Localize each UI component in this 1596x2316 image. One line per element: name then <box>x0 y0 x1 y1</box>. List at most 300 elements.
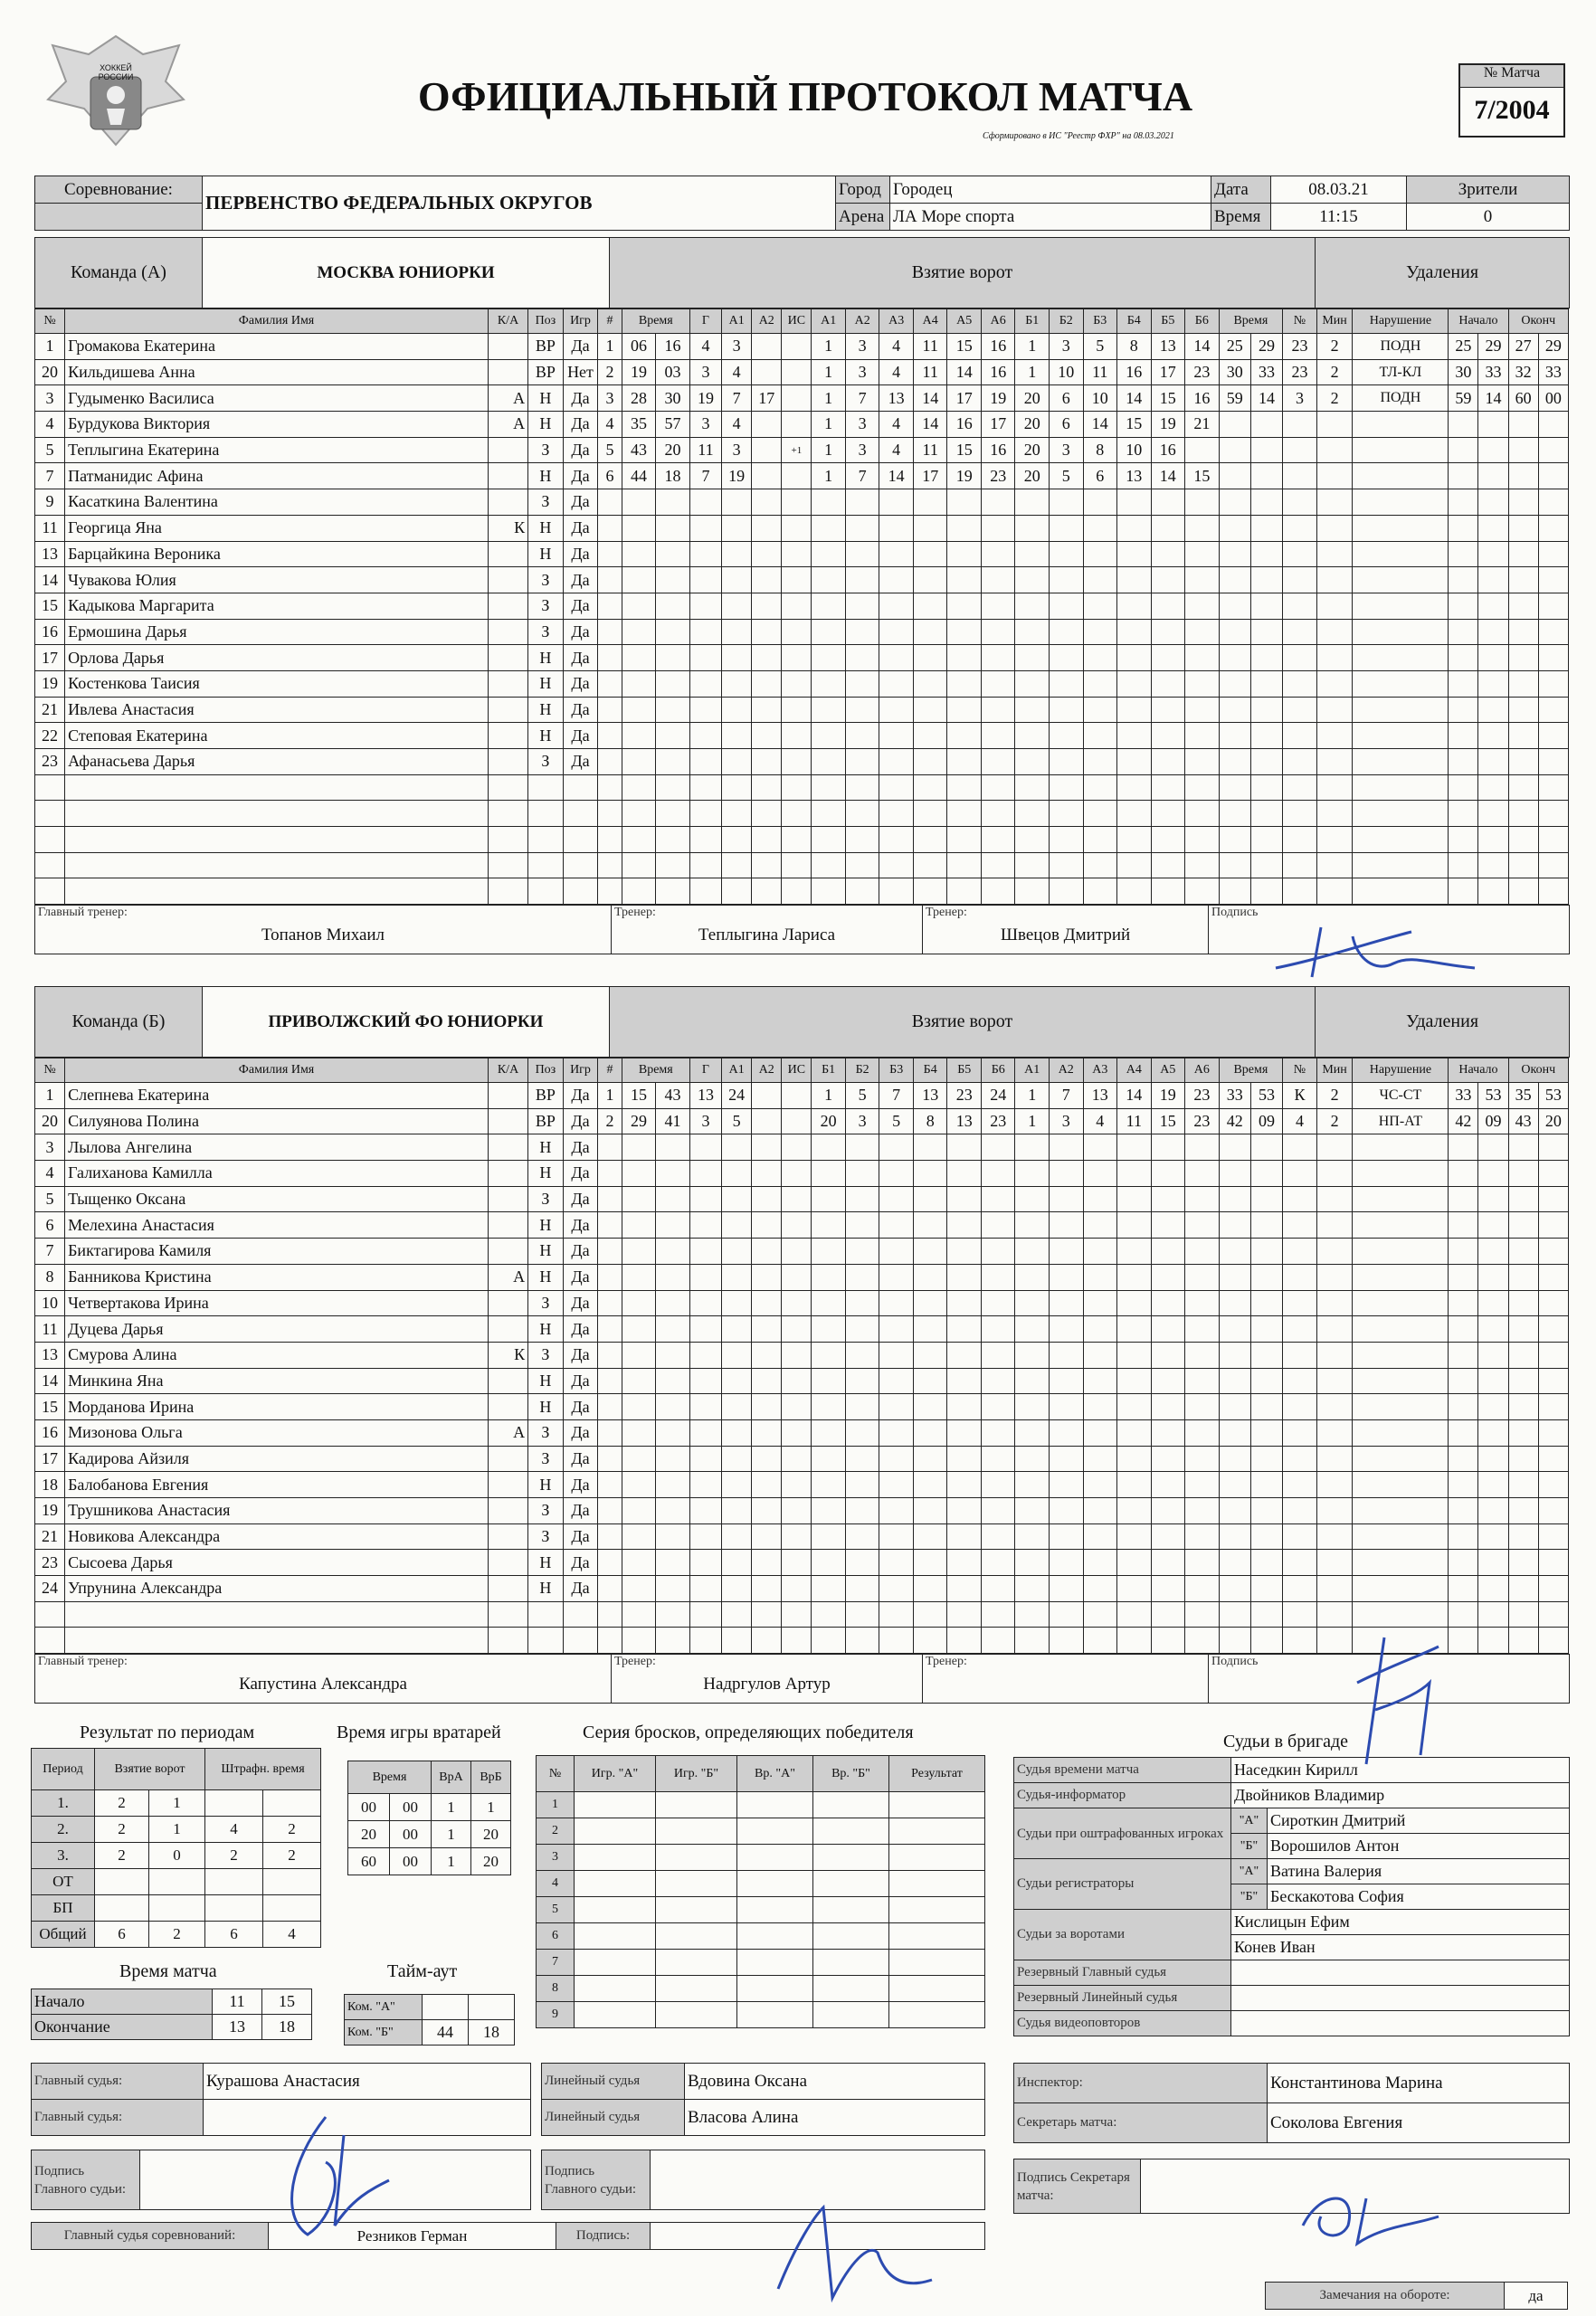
team-a-penalties-title: Удаления <box>1316 238 1570 308</box>
player-position: Н <box>528 1134 564 1161</box>
team-b-player-row <box>35 1108 1569 1134</box>
player-name: Теплыгина Екатерина <box>65 437 489 463</box>
team-b-player-row <box>35 1134 1569 1161</box>
goal-scorer: 13 <box>689 1083 721 1109</box>
goalie-row <box>348 1794 511 1821</box>
penalty-infraction: ПОДН <box>1353 334 1449 360</box>
penalty-end-second: 53 <box>1538 1083 1568 1109</box>
on-ice-player: 6 <box>1050 385 1084 412</box>
team-b-player-row <box>35 1498 1569 1524</box>
penalty-player: 4 <box>1283 1108 1317 1134</box>
player-number: 21 <box>35 1523 65 1550</box>
player-played: Да <box>563 567 598 593</box>
on-ice-player: 17 <box>1151 359 1185 385</box>
team-a-onice-header: А2 <box>845 309 879 334</box>
linesman-1-name: Вдовина Оксана <box>685 2064 985 2100</box>
on-ice-player: 5 <box>845 1083 879 1109</box>
player-number: 19 <box>35 1498 65 1524</box>
signature-competition-head <box>760 2189 941 2316</box>
match-end-label: Окончание <box>32 2015 213 2040</box>
player-played: Да <box>563 1290 598 1316</box>
player-played: Да <box>563 1446 598 1472</box>
player-played: Да <box>563 1368 598 1394</box>
goalie-a: 1 <box>432 1821 471 1848</box>
on-ice-player: 7 <box>845 463 879 489</box>
player-played: Нет <box>563 359 598 385</box>
team-b-onice-header: А2 <box>1050 1058 1084 1083</box>
goal-assist-1: 7 <box>722 385 752 412</box>
player-position: З <box>528 1342 564 1368</box>
team-a-onice-header: А3 <box>879 309 914 334</box>
player-position: Н <box>528 515 564 541</box>
team-b-player-row <box>35 1368 1569 1394</box>
penalty-start-second: 09 <box>1478 1108 1508 1134</box>
city-value: Городец <box>890 176 1211 204</box>
player-name: Четвертакова Ирина <box>65 1290 489 1316</box>
player-played: Да <box>563 1186 598 1212</box>
team-a-player-row <box>35 593 1569 619</box>
on-ice-player: 4 <box>879 437 914 463</box>
player-role <box>488 827 527 853</box>
video-judge-label: Судья видеоповторов <box>1014 2011 1231 2036</box>
shootout-header: Вр. "Б" <box>813 1756 889 1792</box>
goalies-header-a: ВрА <box>432 1761 471 1794</box>
team-a-player-row <box>35 697 1569 723</box>
player-played <box>563 827 598 853</box>
player-role: А <box>488 1264 527 1290</box>
player-played <box>563 1601 598 1628</box>
team-b-goal-header: А1 <box>722 1058 752 1083</box>
shootout-number: 8 <box>537 1976 575 2002</box>
spectators-label: Зрители <box>1407 176 1570 204</box>
team-a-player-row <box>35 489 1569 516</box>
player-number: 10 <box>35 1290 65 1316</box>
timeout-table <box>344 1994 515 2045</box>
team-b-player-row <box>35 1472 1569 1498</box>
player-role <box>488 1186 527 1212</box>
player-name: Галиханова Камилла <box>65 1161 489 1187</box>
player-name: Степовая Екатерина <box>65 723 489 749</box>
competition-head-name: Резников Герман <box>269 2223 556 2250</box>
player-position: Н <box>528 1394 564 1420</box>
on-ice-player: 1 <box>812 1083 846 1109</box>
player-position: З <box>528 619 564 645</box>
period-row <box>32 1869 321 1895</box>
goal-situation <box>782 412 812 438</box>
goal-second: 43 <box>656 1083 690 1109</box>
shootout-table <box>536 1755 985 2028</box>
goal-minute: 15 <box>622 1083 656 1109</box>
on-ice-player: 14 <box>947 359 982 385</box>
sign-head-referee-label: Подпись Главного судьи: <box>32 2150 140 2210</box>
player-name: Афанасьева Дарья <box>65 749 489 775</box>
player-position <box>528 801 564 827</box>
sign-secretary-label: Подпись Секретаря матча: <box>1014 2159 1141 2214</box>
goal-scorer: 3 <box>689 359 721 385</box>
logo-text: ХОККЕЙ РОССИИ <box>98 63 134 81</box>
player-name: Гудыменко Василиса <box>65 385 489 412</box>
goalie-mm: 20 <box>348 1821 390 1848</box>
period-row <box>32 1922 321 1948</box>
team-a-onice-header: А6 <box>981 309 1015 334</box>
on-ice-player: 14 <box>913 385 947 412</box>
player-number: 15 <box>35 1394 65 1420</box>
on-ice-player: 7 <box>1050 1083 1084 1109</box>
shootout-row <box>537 1792 985 1818</box>
player-name: Кадирова Айзиля <box>65 1446 489 1472</box>
player-role <box>488 1576 527 1602</box>
player-role <box>488 1628 527 1654</box>
timekeeper-name: Наседкин Кирилл <box>1231 1758 1570 1783</box>
player-role <box>488 1472 527 1498</box>
on-ice-player: 15 <box>1117 412 1152 438</box>
player-number: 4 <box>35 412 65 438</box>
on-ice-player: 1 <box>1015 1108 1050 1134</box>
goal-situation <box>782 1083 812 1109</box>
on-ice-player: 20 <box>1015 463 1050 489</box>
reserve-head-label: Резервный Главный судья <box>1014 1960 1231 1986</box>
penalty-minute: 33 <box>1219 1083 1250 1109</box>
player-role: А <box>488 385 527 412</box>
team-b-label: Команда (Б) <box>35 987 203 1058</box>
player-played <box>563 774 598 801</box>
penalty-judge-b-name: Ворошилов Антон <box>1268 1834 1570 1859</box>
on-ice-player: 20 <box>1015 412 1050 438</box>
player-name: Патманидис Афина <box>65 463 489 489</box>
goalie-row <box>348 1821 511 1848</box>
on-ice-player: 16 <box>1151 437 1185 463</box>
player-name <box>65 1601 489 1628</box>
player-position: З <box>528 593 564 619</box>
on-ice-player: 1 <box>1015 1083 1050 1109</box>
team-b-onice-header: Б3 <box>879 1058 914 1083</box>
player-position: З <box>528 1419 564 1446</box>
penalty-end-minute: 60 <box>1508 385 1538 412</box>
player-number: 16 <box>35 1419 65 1446</box>
goal-second: 57 <box>656 412 690 438</box>
player-position: Н <box>528 697 564 723</box>
player-role <box>488 1134 527 1161</box>
penalty-infraction: ЧС-СТ <box>1353 1083 1449 1109</box>
periods-header-pim: Штрафн. время <box>205 1749 321 1790</box>
player-number: 24 <box>35 1576 65 1602</box>
player-played: Да <box>563 515 598 541</box>
spectators-value: 0 <box>1407 204 1570 231</box>
player-number: 15 <box>35 593 65 619</box>
shootout-number: 3 <box>537 1845 575 1871</box>
informer-name: Двойников Владимир <box>1231 1783 1570 1808</box>
penalty-start-second: 53 <box>1478 1083 1508 1109</box>
period-gb <box>149 1869 205 1895</box>
team-a-player-row <box>35 334 1569 360</box>
on-ice-player: 3 <box>845 334 879 360</box>
player-name: Смурова Алина <box>65 1342 489 1368</box>
player-name: Тыщенко Оксана <box>65 1186 489 1212</box>
period-label: Общий <box>32 1922 95 1948</box>
player-role <box>488 774 527 801</box>
on-ice-player: 23 <box>1185 1083 1220 1109</box>
player-played: Да <box>563 1108 598 1134</box>
team-b-goal-header: Время <box>622 1058 689 1083</box>
linesman-2-label: Линейный судья <box>542 2100 685 2136</box>
match-start-minute: 15 <box>262 1989 312 2015</box>
penalty-player: К <box>1283 1083 1317 1109</box>
period-pa <box>205 1869 263 1895</box>
shootout-row <box>537 1871 985 1897</box>
period-gb: 1 <box>149 1817 205 1843</box>
goal-scorer: 11 <box>689 437 721 463</box>
player-role <box>488 334 527 360</box>
player-number: 4 <box>35 1161 65 1187</box>
period-pa <box>205 1790 263 1817</box>
goal-scorer: 3 <box>689 1108 721 1134</box>
penalty-start-second: 14 <box>1478 385 1508 412</box>
team-b-onice-header: А4 <box>1117 1058 1152 1083</box>
player-position: Н <box>528 1212 564 1239</box>
penalty-end-minute: 35 <box>1508 1083 1538 1109</box>
on-ice-player: 17 <box>913 463 947 489</box>
page-subtitle: Сформировано в ИС "Реестр ФХР" на 08.03.2021 <box>983 131 1174 141</box>
team-a-player-row <box>35 670 1569 697</box>
on-ice-player: 19 <box>981 385 1015 412</box>
penalty-player: 23 <box>1283 334 1317 360</box>
team-b-roster-header: № <box>35 1058 65 1083</box>
team-a-penalty-header: № <box>1283 309 1317 334</box>
player-name <box>65 827 489 853</box>
player-position: З <box>528 1186 564 1212</box>
player-role <box>488 567 527 593</box>
team-a-player-row <box>35 827 1569 853</box>
period-pb <box>263 1895 321 1922</box>
on-ice-player: 13 <box>1117 463 1152 489</box>
player-played: Да <box>563 723 598 749</box>
player-role <box>488 359 527 385</box>
player-played: Да <box>563 541 598 567</box>
player-role <box>488 749 527 775</box>
shootout-header: Результат <box>889 1756 985 1792</box>
penalty-end-minute: 27 <box>1508 334 1538 360</box>
goalies-title: Время игры вратарей <box>337 1723 501 1742</box>
on-ice-player: 1 <box>812 463 846 489</box>
player-played: Да <box>563 1212 598 1239</box>
team-a-goal-header: А1 <box>722 309 752 334</box>
team-b-player-row <box>35 1161 1569 1187</box>
team-a-goal-header: ИС <box>782 309 812 334</box>
shootout-number: 1 <box>537 1792 575 1818</box>
team-b-coach-1-label: Тренер: <box>614 1655 656 1669</box>
player-name: Чувакова Юлия <box>65 567 489 593</box>
player-number: 16 <box>35 619 65 645</box>
team-b-penalty-header: Мин <box>1316 1058 1353 1083</box>
player-role: К <box>488 515 527 541</box>
player-position: ВР <box>528 334 564 360</box>
team-a-header-band <box>34 237 1570 308</box>
team-a-coach-2-name: Швецов Дмитрий <box>1000 925 1131 945</box>
goalie-row <box>348 1848 511 1875</box>
player-role <box>488 1290 527 1316</box>
goal-situation <box>782 334 812 360</box>
team-b-player-row <box>35 1342 1569 1368</box>
player-role <box>488 723 527 749</box>
period-row <box>32 1843 321 1869</box>
period-ga: 2 <box>95 1790 149 1817</box>
penalty-minutes: 2 <box>1316 334 1353 360</box>
player-role <box>488 1368 527 1394</box>
team-a-roster-header: № <box>35 309 65 334</box>
team-a-goal-header: А2 <box>752 309 782 334</box>
period-ga: 6 <box>95 1922 149 1948</box>
period-ga <box>95 1869 149 1895</box>
signature-secretary <box>1285 2171 1448 2253</box>
period-row <box>32 1790 321 1817</box>
team-a-player-row <box>35 541 1569 567</box>
goal-assist-2 <box>752 1108 782 1134</box>
player-name: Новикова Александра <box>65 1523 489 1550</box>
on-ice-player: 15 <box>947 437 982 463</box>
on-ice-player: 3 <box>845 359 879 385</box>
team-a-penalty-header: Начало <box>1449 309 1508 334</box>
team-b-player-row <box>35 1316 1569 1343</box>
on-ice-player: 13 <box>1083 1083 1117 1109</box>
team-b-player-row <box>35 1083 1569 1109</box>
on-ice-player: 19 <box>947 463 982 489</box>
player-position: Н <box>528 1239 564 1265</box>
player-name <box>65 801 489 827</box>
goal-number: 5 <box>598 437 622 463</box>
officials-table <box>1013 1757 1570 2036</box>
team-b-goal-header: А2 <box>752 1058 782 1083</box>
on-ice-player: 3 <box>1050 334 1084 360</box>
registrar-b-tag: "Б" <box>1231 1884 1268 1910</box>
timeout-a-label: Ком. "А" <box>345 1995 423 2020</box>
team-b-goals-title: Взятие ворот <box>610 987 1316 1058</box>
player-name: Силуянова Полина <box>65 1108 489 1134</box>
player-number: 11 <box>35 515 65 541</box>
player-position <box>528 1601 564 1628</box>
on-ice-player: 16 <box>981 437 1015 463</box>
penalty-end-minute: 43 <box>1508 1108 1538 1134</box>
goalie-b: 20 <box>471 1821 511 1848</box>
on-ice-player: 6 <box>1050 412 1084 438</box>
on-ice-player: 11 <box>913 437 947 463</box>
team-b-goal-header: ИС <box>782 1058 812 1083</box>
goal-assist-2 <box>752 334 782 360</box>
reserve-line-label: Резервный Линейный судья <box>1014 1986 1231 2011</box>
on-ice-player: 23 <box>1185 359 1220 385</box>
goal-minute: 19 <box>622 359 656 385</box>
player-position: Н <box>528 385 564 412</box>
team-b-penalties-title: Удаления <box>1316 987 1570 1058</box>
goal-minute: 35 <box>622 412 656 438</box>
player-role <box>488 852 527 878</box>
player-role: А <box>488 1419 527 1446</box>
team-b-player-row <box>35 1550 1569 1576</box>
sign-head-referee-2-label: Подпись Главного судьи: <box>542 2150 651 2210</box>
player-name: Георгица Яна <box>65 515 489 541</box>
on-ice-player: 11 <box>913 334 947 360</box>
match-end-hour: 13 <box>213 2015 262 2040</box>
on-ice-player: 11 <box>1083 359 1117 385</box>
on-ice-player: 4 <box>879 359 914 385</box>
date-label: Дата <box>1211 176 1271 204</box>
player-name: Мелехина Анастасия <box>65 1212 489 1239</box>
player-role <box>488 1498 527 1524</box>
goal-situation <box>782 359 812 385</box>
player-role <box>488 1446 527 1472</box>
team-a-label: Команда (А) <box>35 238 203 308</box>
player-number: 14 <box>35 567 65 593</box>
player-played: Да <box>563 1134 598 1161</box>
team-b-head-coach-label: Главный тренер: <box>38 1655 128 1669</box>
player-played: Да <box>563 1576 598 1602</box>
player-number: 18 <box>35 1472 65 1498</box>
competition-head-label: Главный судья соревнований: <box>32 2223 269 2250</box>
on-ice-player: 10 <box>1050 359 1084 385</box>
player-name: Кильдишева Анна <box>65 359 489 385</box>
player-played: Да <box>563 1316 598 1343</box>
goal-assist-2 <box>752 412 782 438</box>
team-b-head-coach-name: Капустина Александра <box>239 1675 407 1694</box>
player-role <box>488 1108 527 1134</box>
penalty-start-minute: 42 <box>1449 1108 1478 1134</box>
team-a-onice-header: Б2 <box>1050 309 1084 334</box>
player-name: Громакова Екатерина <box>65 334 489 360</box>
player-role <box>488 1212 527 1239</box>
penalty-end-second: 33 <box>1538 359 1568 385</box>
player-name: Дуцева Дарья <box>65 1316 489 1343</box>
team-b-player-row <box>35 1523 1569 1550</box>
period-ga <box>95 1895 149 1922</box>
penalty-second: 33 <box>1250 359 1282 385</box>
player-played: Да <box>563 1264 598 1290</box>
goal-assist-1: 3 <box>722 437 752 463</box>
player-played: Да <box>563 593 598 619</box>
player-number: 7 <box>35 1239 65 1265</box>
time-value: 11:15 <box>1271 204 1407 231</box>
inspector-name: Константинова Марина <box>1268 2064 1570 2103</box>
team-b-coach-1-name: Надргулов Артур <box>703 1675 831 1694</box>
period-gb: 1 <box>149 1790 205 1817</box>
linesman-2-name: Власова Алина <box>685 2100 985 2136</box>
player-played: Да <box>563 437 598 463</box>
player-number: 3 <box>35 385 65 412</box>
team-b-coach-signature-label: Подпись <box>1211 1655 1259 1669</box>
team-a-onice-header: Б4 <box>1117 309 1152 334</box>
goal-assist-1: 3 <box>722 334 752 360</box>
penalty-minutes: 2 <box>1316 385 1353 412</box>
player-position: Н <box>528 412 564 438</box>
goalie-a: 1 <box>432 1794 471 1821</box>
on-ice-player: 11 <box>913 359 947 385</box>
shootout-header: № <box>537 1756 575 1792</box>
on-ice-player: 8 <box>1083 437 1117 463</box>
period-pb: 4 <box>263 1922 321 1948</box>
on-ice-player: 15 <box>1185 463 1220 489</box>
shootout-number: 4 <box>537 1871 575 1897</box>
team-b-onice-header: А6 <box>1185 1058 1220 1083</box>
team-a-onice-header: Б3 <box>1083 309 1117 334</box>
on-ice-player: 19 <box>1151 412 1185 438</box>
remarks-label: Замечания на обороте: <box>1266 2283 1505 2310</box>
player-number: 5 <box>35 437 65 463</box>
period-gb: 0 <box>149 1843 205 1869</box>
team-a-head-coach-name: Топанов Михаил <box>261 925 385 945</box>
team-b-player-row <box>35 1212 1569 1239</box>
penalty-end-minute: 32 <box>1508 359 1538 385</box>
team-b-onice-header: Б4 <box>913 1058 947 1083</box>
penalty-end-second: 29 <box>1538 334 1568 360</box>
goal-number: 2 <box>598 1108 622 1134</box>
